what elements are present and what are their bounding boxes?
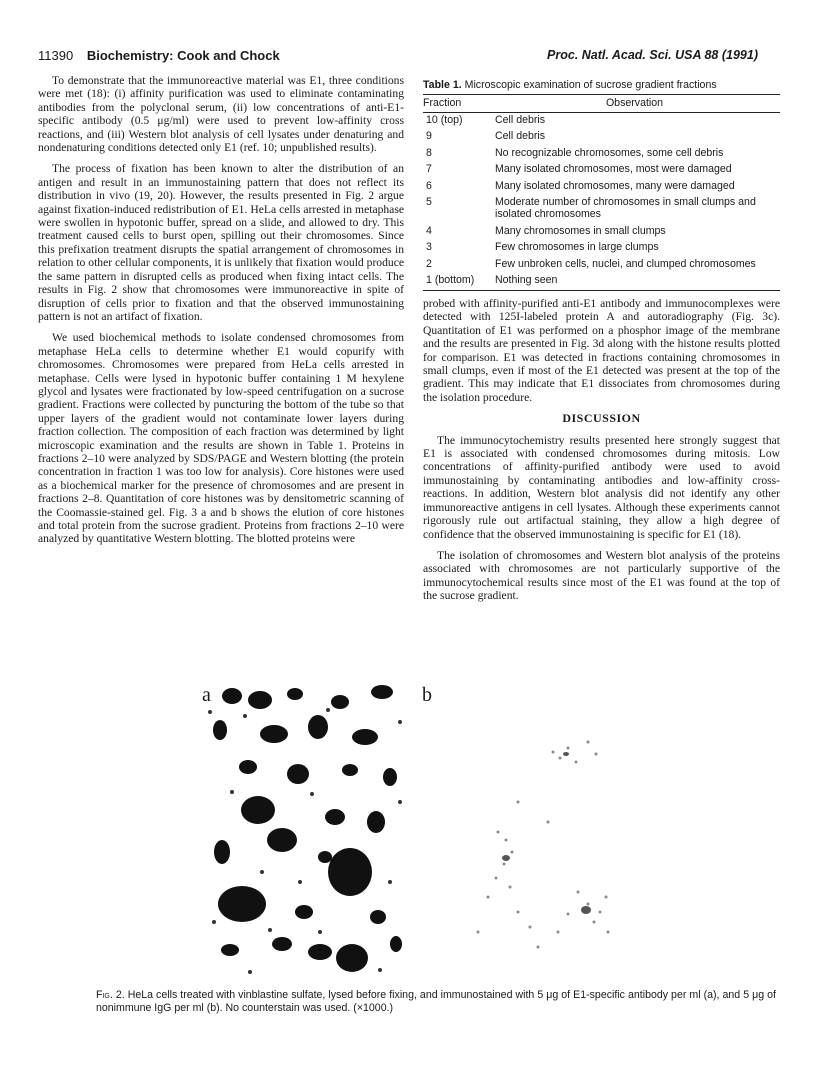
- fraction-cell: 2: [426, 257, 432, 270]
- fraction-cell: 10 (top): [426, 114, 463, 126]
- table-caption-text: Microscopic examination of sucrose gradient fractions: [464, 79, 717, 91]
- figure-caption-text: HeLa cells treated with vinblastine sulfate, lysed before fixing, and immunostained with 5 μg of E1-specific antibody per ml (a), and 5 μg of nonimmune IgG per ml (b). No counterstain was used. (×1000.): [96, 989, 776, 1014]
- fraction-cell: 8: [426, 146, 432, 159]
- fraction-cell: 6: [426, 179, 432, 192]
- table-row: [423, 240, 780, 256]
- page-number: 11390: [38, 48, 74, 63]
- panel-label-a: a: [202, 684, 211, 706]
- observation-cell: Cell debris: [495, 130, 546, 143]
- paragraph: The immunocytochemistry results presented here strongly suggest that E1 is associated with condensed chromosomes during mitosis. Low concentrations of affinity-purified antibody were used to avoid immunostaining by contaminating antibodies and low-affinity cross-reactions. In addition, Western blot analysis did not identify any other immunoreactive antigens in cell lysates. Although these experiments cannot rigorously rule out artifactual staining, they allow a high degree of confidence that the observed immunostaining is specific for E1 (18).: [423, 433, 780, 541]
- observation-cell: Few unbroken cells, nuclei, and clumped chromosomes: [495, 257, 756, 270]
- col-header-fraction: Fraction: [423, 95, 489, 113]
- col-header-observation: Observation: [489, 95, 780, 113]
- table-row: [423, 146, 780, 162]
- observation-cell: Many isolated chromosomes, many were damaged: [495, 179, 735, 192]
- table-row: [423, 179, 780, 195]
- table-caption: [423, 79, 780, 91]
- observation-cell: Moderate number of chromosomes in small clumps and isolated chromosomes: [495, 196, 756, 221]
- paragraph: The process of fixation has been known to alter the distribution of an antigen and result in an immunostaining pattern that does not reflect its distribution in vivo (19, 20). However, the results presented in Fig. 2 argue against fixation-induced redistribution of E1. HeLa cells arrested in metaphase were swollen in hypotonic buffer, spread on a slide, and allowed to dry. This treatment caused cells to burst open, spilling out their chromosomes. Since this prefixation treatment disrupts the spatial arrangement of chromosomes in relation to other cellular components, it is unlikely that fixation would produce the same pattern in disrupted cells as produced when fixing intact cells. The results in Fig. 2 show that chromosomes were immunoreactive in spite of disruption of cells prior to fixation and that the observed immunostaining pattern is not an artifact of fixation.: [38, 162, 404, 323]
- observation-cell: Cell debris: [495, 114, 546, 126]
- journal-citation: Proc. Natl. Acad. Sci. USA 88 (1991): [547, 48, 758, 62]
- section-heading: DISCUSSION: [562, 411, 641, 426]
- table-row: [423, 162, 780, 178]
- fraction-cell: 7: [426, 163, 432, 176]
- running-title: Biochemistry: Cook and Chock: [86, 48, 280, 63]
- observation-cell: Few chromosomes in large clumps: [495, 241, 659, 254]
- observation-cell: Many chromosomes in small clumps: [495, 224, 666, 237]
- table-row: [423, 257, 780, 273]
- fraction-cell: 4: [426, 224, 432, 237]
- figure-panel-b: [418, 682, 630, 977]
- running-header: [38, 48, 280, 63]
- table-1: [423, 79, 780, 291]
- paragraph: We used biochemical methods to isolate condensed chromosomes from metaphase HeLa cells to determine whether E1 would copurify with chromosomes. Chromosomes were prepared from HeLa cells arrested in metaphase. Cells were lysed in hypotonic buffer containing 1 M hexylene glycol and lysates were fractionated by low-speed centrifugation on a sucrose gradient. Fractions were collected by puncturing the bottom of the tube so that upper layers of the gradient would not contaminate lower layers during fraction collection. The composition of each fraction was determined by light microscopic examination and the results are shown in Table 1. Proteins in fractions 2–10 were analyzed by SDS/PAGE and Western blotting (the protein concentration in fraction 1 was too low for analysis). Core histones were used as a biochemical marker for the presence of chromosomes and are present in fractions 2–8. Quantitation of core histones was by densitometric scanning of the Coomassie-stained gel. Fig. 3 a and b shows the elution of core histones and total protein from the sucrose gradient. Proteins from fractions 2–10 were analyzed by quantitative Western blotting. The blotted proteins were: [38, 331, 404, 546]
- table-header-row: [423, 95, 780, 113]
- paragraph: To demonstrate that the immunoreactive material was E1, three conditions were met (18): (i) affinity purification was used to eliminate contaminating antibodies from the polyclonal serum, (ii) low concentrations of anti-E1-specific antibody (0.5 μg/ml) were used to prevent low-affinity cross reactions, and (iii) Western blot analysis of cell lysates under denaturing and nondenaturing conditions detected only E1 (ref. 10; unpublished results).: [38, 74, 404, 155]
- paragraph: The isolation of chromosomes and Western blot analysis of the proteins associated with chromosomes are not particularly supportive of the immunocytochemical results since most of the E1 was found at the top of the sucrose gradient.: [423, 548, 780, 603]
- right-column: [423, 297, 780, 611]
- table-caption-label: Table 1.: [423, 79, 462, 91]
- paragraph: probed with affinity-purified anti-E1 antibody and immunocomplexes were detected with 125I-labeled protein A and autoradiography (Fig. 3c). Quantitation of E1 was performed on a phosphor image of the membrane and the results are presented in Fig. 3d along with the histone results plotted for comparison. E1 was detected in fractions containing chromosomes in small clumps, even if most of the E1 detected was present at the top of the gradient. This may indicate that E1 dissociates from chromosomes during the isolation procedure.: [423, 297, 780, 404]
- figure-caption: [96, 989, 776, 1014]
- figure-panel-a: [200, 682, 413, 977]
- fraction-cell: 1 (bottom): [423, 273, 489, 291]
- table-row: [423, 113, 780, 130]
- micrograph-b-image: [418, 682, 630, 977]
- fraction-cell: 5: [426, 196, 432, 209]
- observation-cell: Nothing seen: [489, 273, 780, 291]
- fraction-cell: 9: [426, 130, 432, 143]
- figure-caption-label: Fig. 2.: [96, 989, 125, 1001]
- table-row: [423, 195, 780, 224]
- table-row: [423, 129, 780, 145]
- fractions-table: [423, 94, 780, 291]
- micrograph-a-image: [200, 682, 413, 977]
- observation-cell: Many isolated chromosomes, most were damaged: [495, 163, 732, 176]
- left-column: [38, 74, 404, 554]
- table-row: [423, 224, 780, 240]
- table-row: [423, 273, 780, 291]
- panel-label-b: b: [422, 684, 432, 706]
- observation-cell: No recognizable chromosomes, some cell debris: [495, 146, 724, 159]
- fraction-cell: 3: [426, 241, 432, 254]
